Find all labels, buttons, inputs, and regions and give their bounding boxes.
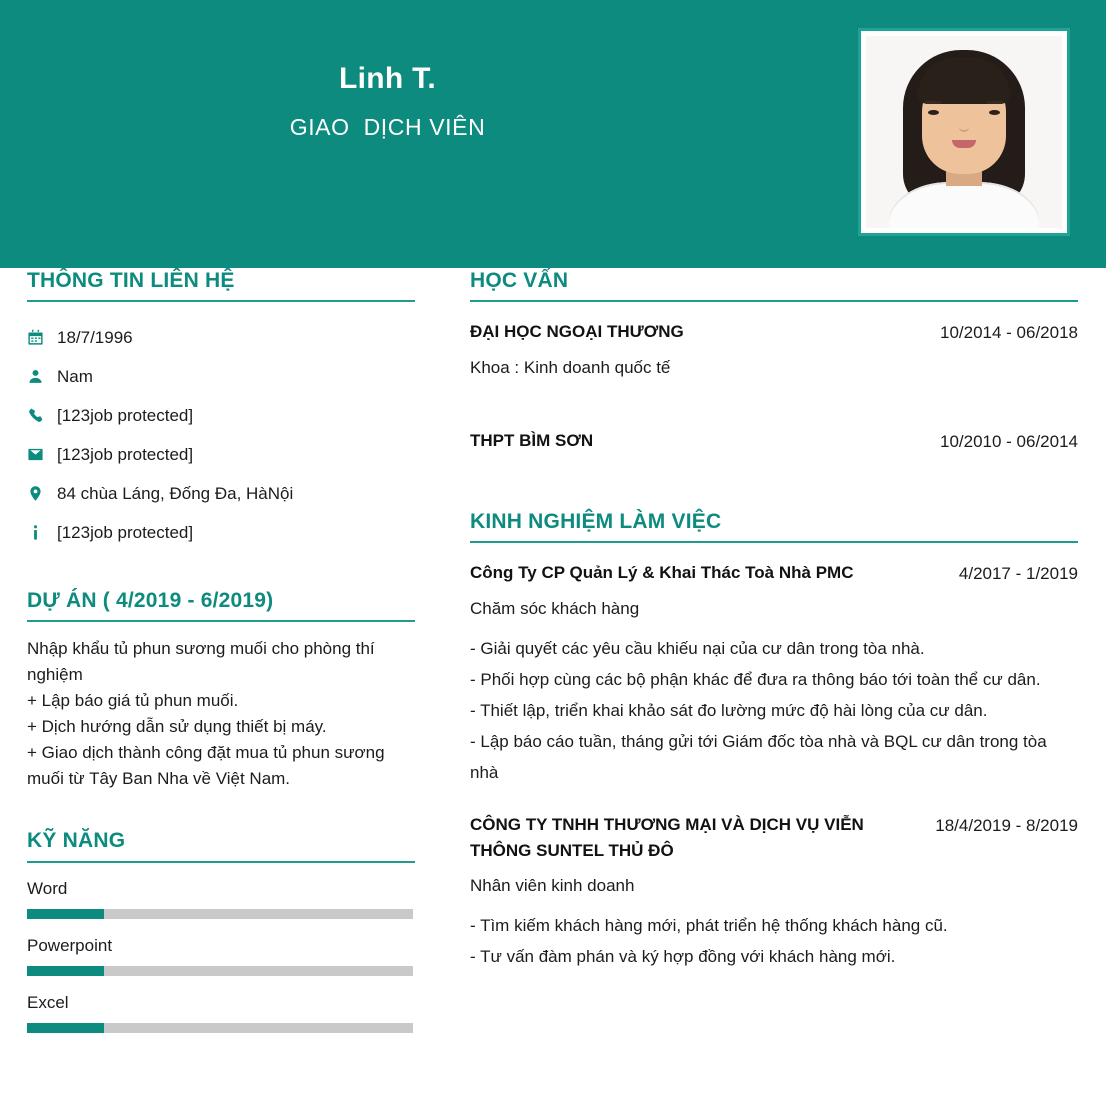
skill-label: Excel (27, 992, 69, 1012)
section-divider (27, 861, 415, 863)
section-title-skills: KỸ NĂNG (27, 829, 126, 853)
responsibility-item: - Tìm kiếm khách hàng mới, phát triển hệ thống khách hàng cũ. (470, 916, 948, 936)
section-title-contact: THÔNG TIN LIÊN HỆ (27, 269, 235, 292)
right-column (470, 268, 1078, 972)
list-item (27, 357, 415, 396)
project-description (27, 636, 415, 792)
job-title: GIAO DỊCH VIÊN (289, 113, 486, 140)
section-contact (27, 268, 415, 552)
header-text-block (0, 62, 775, 141)
cv-body (0, 268, 1106, 1120)
section-skills (27, 828, 415, 1032)
skill-progress-fill (27, 909, 104, 919)
section-title-experience: KINH NGHIỆM LÀM VIỆC (470, 510, 722, 534)
project-line: Nhập khẩu tủ phun sương muối cho phòng thí nghiệm (27, 639, 375, 685)
list-item (27, 992, 415, 1033)
skill-progress-track (27, 966, 413, 976)
phone-value: [123job protected] (57, 405, 194, 425)
phone-icon (27, 407, 57, 424)
education-entry (470, 428, 1078, 455)
list-item (27, 396, 415, 435)
email-value: [123job protected] (57, 444, 194, 464)
list-item (27, 318, 415, 357)
list-item (27, 435, 415, 474)
section-title-education: HỌC VẤN (470, 269, 569, 292)
other-info-value: [123job protected] (57, 522, 194, 542)
section-education (470, 268, 1078, 455)
school-name: THPT BÌM SƠN (470, 431, 594, 451)
project-line: + Dịch hướng dẫn sử dụng thiết bị máy. (27, 717, 327, 737)
job-position: Chăm sóc khách hàng (470, 599, 640, 619)
skill-label: Powerpoint (27, 935, 113, 955)
responsibility-list (470, 633, 1078, 788)
company-name: Công Ty CP Quản Lý & Khai Thác Toà Nhà PMC (470, 563, 854, 583)
portrait-photo (866, 36, 1062, 228)
experience-entry (470, 560, 1078, 788)
responsibility-item: - Tư vấn đàm phán và ký hợp đồng với khách hàng mới. (470, 947, 896, 967)
responsibility-item: - Giải quyết các yêu cầu khiếu nại của cư dân trong tòa nhà. (470, 639, 925, 659)
info-icon (27, 524, 57, 541)
responsibility-item: - Lập báo cáo tuần, tháng gửi tới Giám đốc tòa nhà và BQL cư dân trong tòa nhà (470, 732, 1047, 783)
section-project (27, 588, 415, 792)
experience-date: 18/4/2019 - 8/2019 (935, 816, 1078, 836)
school-name: ĐẠI HỌC NGOẠI THƯƠNG (470, 322, 684, 342)
list-item (27, 878, 415, 919)
email-icon (27, 446, 57, 463)
entry-header (470, 428, 1078, 455)
project-line: + Giao dịch thành công đặt mua tủ phun sương muối từ Tây Ban Nha về Việt Nam. (27, 743, 385, 789)
birthdate-value: 18/7/1996 (57, 327, 133, 347)
project-line: + Lập báo giá tủ phun muối. (27, 691, 239, 711)
list-item (27, 474, 415, 513)
gender-value: Nam (57, 366, 93, 386)
skills-list (27, 878, 415, 1033)
skill-progress-track (27, 1023, 413, 1033)
section-experience (470, 509, 1078, 972)
entry-header (470, 319, 1078, 346)
responsibility-item: - Phối hợp cùng các bộ phận khác để đưa ra thông báo tới toàn thể cư dân. (470, 670, 1041, 690)
education-entry (470, 319, 1078, 381)
education-detail: Khoa : Kinh doanh quốc tế (470, 358, 671, 378)
list-item (27, 935, 415, 976)
skill-label: Word (27, 878, 68, 898)
section-divider (470, 300, 1078, 302)
responsibility-item: - Thiết lập, triển khai khảo sát đo lường mức độ hài lòng của cư dân. (470, 701, 988, 721)
contact-list (27, 318, 415, 552)
section-divider (470, 541, 1078, 543)
location-icon (27, 485, 57, 502)
avatar (858, 28, 1070, 236)
list-item (27, 513, 415, 552)
left-column (27, 268, 415, 1049)
experience-date: 4/2017 - 1/2019 (958, 564, 1078, 584)
skill-progress-track (27, 909, 413, 919)
skill-progress-fill (27, 1023, 104, 1033)
company-name: CÔNG TY TNHH THƯƠNG MẠI VÀ DỊCH VỤ VIỄN THÔNG SUNTEL THỦ ĐÔ (470, 815, 864, 861)
page-title: Linh T. (338, 62, 437, 95)
section-divider (27, 300, 415, 302)
calendar-icon (27, 329, 57, 346)
experience-entry (470, 812, 1078, 972)
address-value: 84 chùa Láng, Đống Đa, HàNội (57, 483, 294, 503)
education-date: 10/2014 - 06/2018 (939, 323, 1078, 343)
cv-header (0, 0, 1106, 268)
skill-progress-fill (27, 966, 104, 976)
person-icon (27, 368, 57, 385)
entry-header (470, 560, 1078, 587)
education-date: 10/2010 - 06/2014 (939, 432, 1078, 452)
entry-header (470, 812, 1078, 864)
section-divider (27, 620, 415, 622)
section-title-project: DỰ ÁN ( 4/2019 - 6/2019) (27, 589, 274, 613)
responsibility-list (470, 910, 1078, 972)
job-position: Nhân viên kinh doanh (470, 876, 635, 896)
